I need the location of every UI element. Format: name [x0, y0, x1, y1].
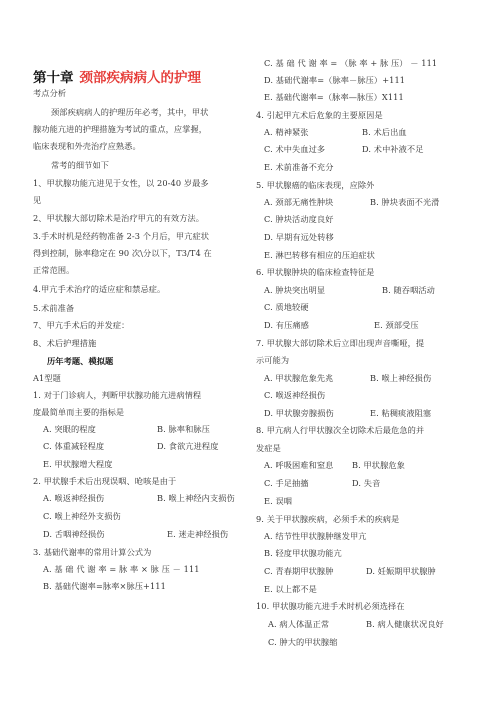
q5-option: B. 肿块表面不光滑: [370, 197, 440, 207]
intro-line-2: 腺功能亢进的护理措施为考试的重点，应掌握，: [33, 124, 208, 134]
q5-stem: 5. 甲状腺癌的临床表现，应除外: [256, 180, 375, 190]
intro-line-1: 颈部疾病病人的护理历年必考，其中，甲状: [51, 107, 209, 117]
q6-option: D. 有压痛感: [264, 320, 309, 330]
q9-stem: 9. 关于甲状腺疾病，必须手术的疾病是: [256, 514, 400, 524]
q6-option: C. 质地较硬: [264, 302, 309, 312]
q7-option: E. 粘稠痰液阻塞: [370, 408, 432, 418]
q1-option: E. 甲状腺增大程度: [43, 459, 113, 469]
q3-option-c: C. 基 础 代 谢 率 = （脉 率 + 脉 压） － 111: [264, 58, 438, 68]
detail-7: 7、甲亢手术后的并发症：: [33, 320, 130, 330]
q9-option: A. 结节性甲状腺肿继发甲亢: [264, 531, 367, 541]
detail-1-line-2: 见: [33, 195, 42, 205]
chapter-name: 颈部疾病病人的护理: [79, 70, 201, 86]
q7-option: D. 甲状腺旁腺损伤: [264, 408, 334, 418]
q2-option: E. 迷走神经损伤: [167, 529, 229, 539]
q5-option: A. 颈部无痛性肿块: [264, 197, 334, 207]
q3-stem: 3. 基础代谢率的常用计算公式为: [33, 547, 152, 557]
detail-8: 8、术后护理措施: [33, 338, 97, 348]
q7-option: B. 喉上神经损伤: [370, 373, 432, 383]
q8-option: E. 误咽: [264, 496, 293, 506]
q6-option: E. 颈部受压: [374, 320, 419, 330]
detail-1-line-1: 1、甲状腺功能亢进见于女性，以 20-40 岁最多: [33, 178, 209, 188]
detail-3-line-3: 正常范围。: [33, 265, 75, 275]
q6-stem: 6. 甲状腺肿块的临床检查特征是: [256, 267, 375, 277]
q5-option: D. 早期有远处转移: [264, 232, 334, 242]
q2-option: C. 喉上神经外支损伤: [43, 511, 121, 521]
q4-option: D. 术中补液不足: [362, 144, 424, 154]
q10-option: A. 病人体温正常: [268, 619, 330, 629]
q1-line-1: 1. 对于门诊病人，判断甲状腺功能亢进病情程: [33, 390, 202, 400]
q7-option: C. 喉返神经损伤: [264, 390, 326, 400]
chapter-number: 第十章: [33, 70, 74, 86]
q4-stem: 4. 引起甲亢术后危象的主要原因是: [256, 110, 383, 120]
section-heading: 考点分析: [33, 88, 67, 98]
q9-option: D. 妊娠期甲状腺肿: [366, 566, 436, 576]
q4-option: C. 术中失血过多: [264, 144, 326, 154]
q3-option-d: D. 基础代谢率=（脉率－脉压）+111: [264, 75, 406, 85]
q9-option: B. 轻度甲状腺功能亢: [264, 548, 342, 558]
question-type: A1型题: [33, 373, 61, 383]
q2-option: B. 喉上神经内支损伤: [157, 493, 235, 503]
details-heading: 常考的细节如下: [51, 160, 110, 170]
q8-line-2: 发症是: [256, 443, 281, 453]
q2-option: A. 喉返神经损伤: [43, 493, 105, 503]
detail-3-line-2: 得到控制，脉率稳定在 90 次\分以下，T3/T4 在: [33, 248, 212, 258]
q8-option: B. 甲状腺危象: [352, 460, 405, 470]
q5-option: C. 肿块活动度良好: [264, 214, 334, 224]
chapter-title: [33, 66, 201, 86]
q7-line-1: 7. 甲状腺大部切除术后立即出现声音嘶哑，提: [256, 338, 425, 348]
detail-4: 4.甲亢手术治疗的适应症和禁忌症。: [33, 284, 166, 294]
q8-option: C. 手足抽搐: [264, 478, 309, 488]
q6-option: A. 肿块突出明显: [264, 285, 326, 295]
q2-stem: 2. 甲状腺手术后出现误咽、呛咳是由于: [33, 476, 177, 486]
q7-option: A. 甲状腺危象先兆: [264, 373, 334, 383]
q10-option: B. 病人健康状况良好: [366, 619, 444, 629]
q9-option: E. 以上都不是: [264, 584, 317, 594]
q5-option: E. 淋巴转移有相应的压迫症状: [264, 250, 375, 260]
q9-option: C. 青春期甲状腺肿: [264, 566, 334, 576]
q4-option: A. 精神紧张: [264, 127, 309, 137]
q1-option: C. 体重减轻程度: [43, 441, 105, 451]
detail-5: 5.术前准备: [33, 303, 75, 313]
q10-stem: 10. 甲状腺功能亢进手术时机必须选择在: [256, 601, 405, 611]
q6-option: B. 随吞咽活动: [382, 285, 435, 295]
intro-line-3: 临床表现和外壳治疗应熟悉。: [33, 141, 141, 151]
q3-option-b: B. 基础代谢率=脉率×脉压+111: [43, 581, 166, 591]
q8-option: D. 失音: [352, 478, 381, 488]
q8-line-1: 8. 甲亢病人行甲状腺次全切除术后最危急的并: [256, 425, 425, 435]
q1-line-2: 度最简单而主要的指标是: [33, 407, 125, 417]
q1-option: A. 突眼的程度: [43, 424, 96, 434]
q4-option: E. 术前准备不充分: [264, 162, 334, 172]
q1-option: B. 脉率和脉压: [157, 424, 210, 434]
exam-heading: 历年考题、模拟题: [47, 356, 114, 366]
q3-option-e: E. 基础代谢率=（脉率—脉压）X111: [264, 92, 404, 102]
q2-option: D. 舌咽神经损伤: [43, 529, 105, 539]
q4-option: B. 术后出血: [362, 127, 407, 137]
q8-option: A. 呼吸困难和窒息: [264, 460, 334, 470]
q7-line-2: 示可能为: [256, 355, 290, 365]
detail-3-line-1: 3.手术时机是经药物准备 2-3 个月后，甲亢症状: [33, 231, 210, 241]
detail-2: 2、甲状腺大部切除术是治疗甲亢的有效方法。: [33, 213, 205, 223]
q3-option-a: A. 基 础 代 谢 率 = 脉 率 × 脉 压 － 111: [43, 564, 200, 574]
q1-option: D. 食欲亢进程度: [157, 441, 219, 451]
q10-option: C. 肿大的甲状腺缩: [268, 637, 338, 647]
